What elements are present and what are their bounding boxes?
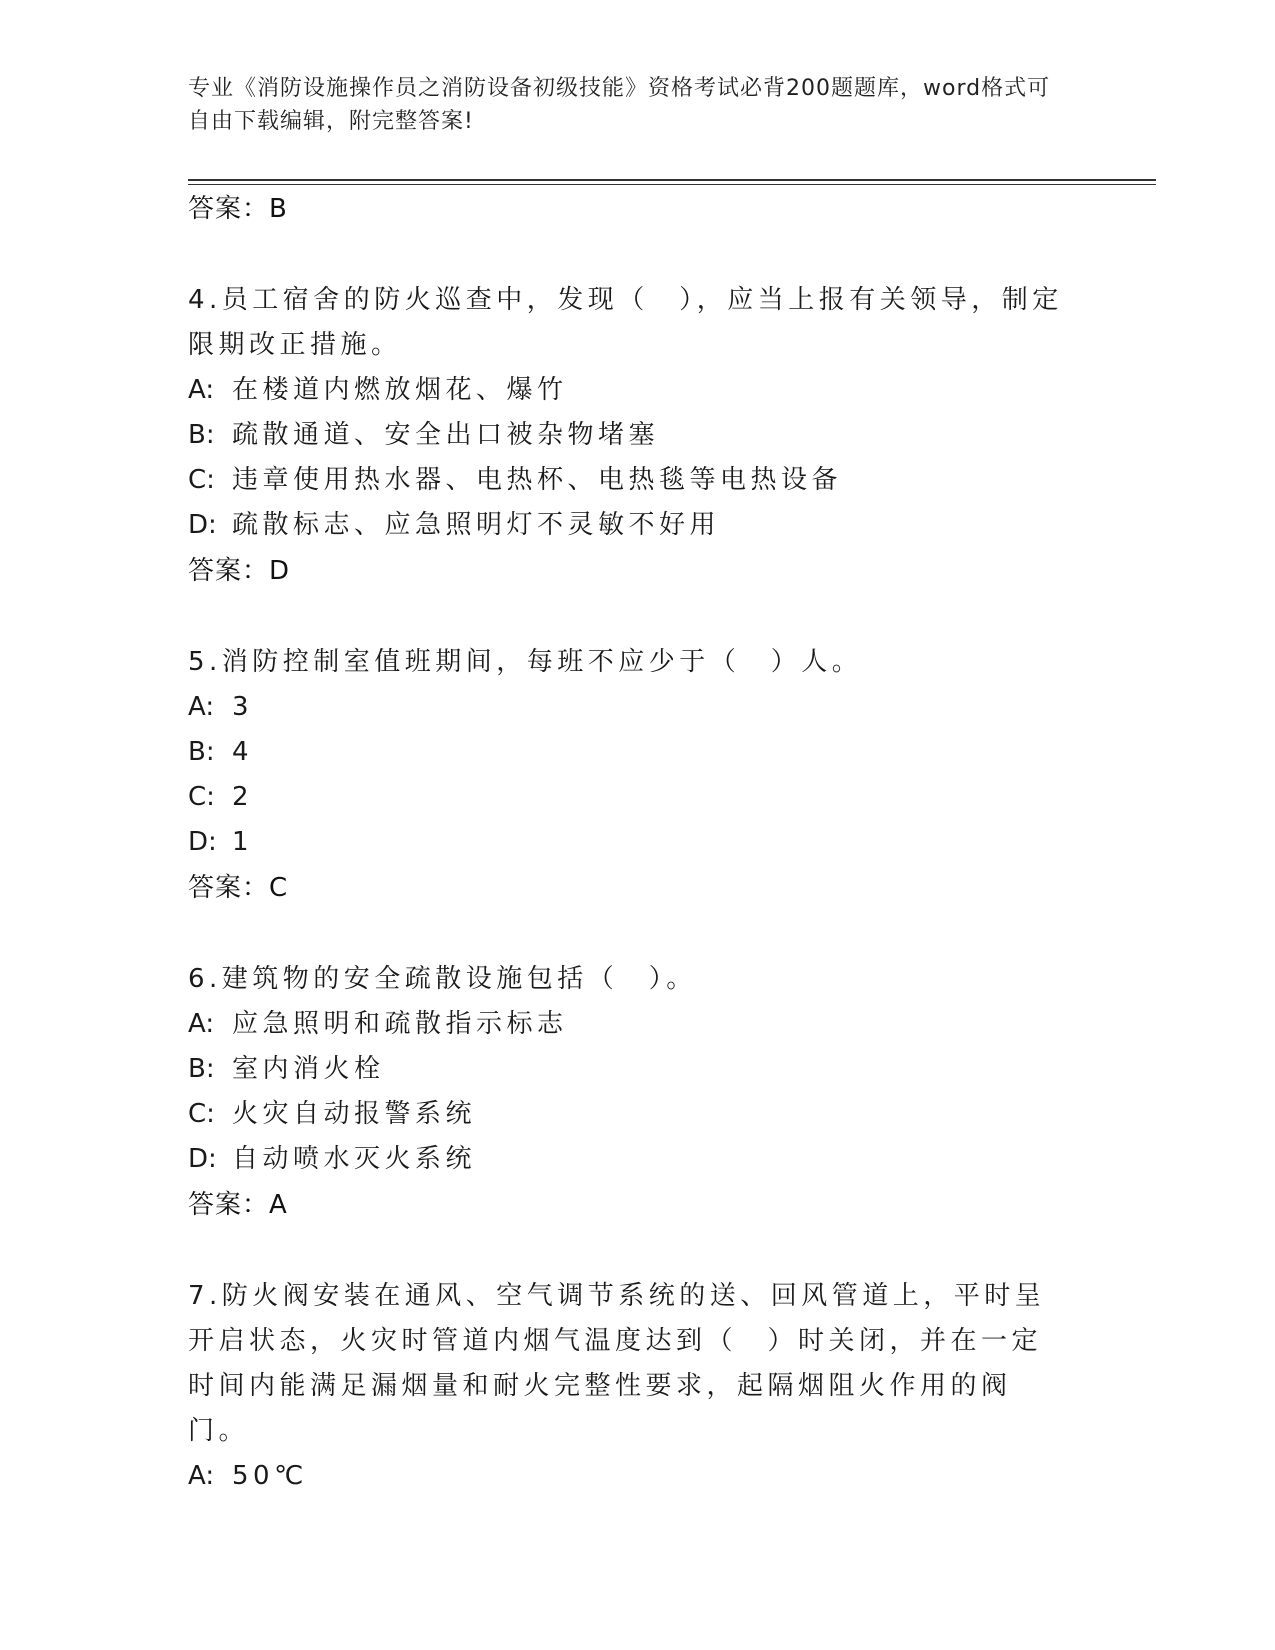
- option-letter: C:: [188, 1099, 215, 1129]
- option-letter: C:: [188, 465, 215, 495]
- option-text: 火灾自动报警系统: [232, 1099, 477, 1129]
- question-item: [188, 640, 1068, 911]
- option-text: 1: [232, 827, 254, 857]
- option-d: [188, 503, 1068, 548]
- option-text: 3: [232, 692, 254, 722]
- option-text: 2: [232, 782, 254, 812]
- option-text: 疏散标志、应急照明灯不灵敏不好用: [232, 510, 721, 540]
- question-text: 4.员工宿舍的防火巡查中，发现（ ），应当上报有关领导，制定限期改正措施。: [188, 285, 1063, 360]
- previous-answer: 答案：B: [188, 194, 288, 224]
- option-text: 4: [232, 737, 254, 767]
- option-letter: D:: [188, 827, 217, 857]
- option-d: [188, 820, 1068, 865]
- option-text: 应急照明和疏散指示标志: [232, 1009, 568, 1039]
- question-list: [188, 186, 1068, 1499]
- option-a: [188, 1454, 1068, 1499]
- option-letter: A:: [188, 1009, 215, 1039]
- option-text: 违章使用热水器、电热杯、电热毯等电热设备: [232, 465, 843, 495]
- question-text: 7.防火阀安装在通风、空气调节系统的送、回风管道上，平时呈开启状态，火灾时管道内烟气温度达到（ ）时关闭，并在一定时间内能满足漏烟量和耐火完整性要求，起隔烟阻火作用的阀门。: [188, 1281, 1046, 1446]
- question-answer: 答案：A: [188, 1190, 288, 1220]
- question-item: [188, 1274, 1068, 1499]
- option-letter: A:: [188, 375, 215, 405]
- question-item: [188, 957, 1068, 1228]
- option-c: [188, 775, 1068, 820]
- option-b: [188, 1047, 1068, 1092]
- option-text: 在楼道内燃放烟花、爆竹: [232, 375, 568, 405]
- header-divider-thin: [188, 184, 1156, 185]
- question-item: [188, 278, 1068, 594]
- option-a: [188, 685, 1068, 730]
- option-b: [188, 413, 1068, 458]
- option-a: [188, 368, 1068, 413]
- option-c: [188, 1092, 1068, 1137]
- question-answer: 答案：C: [188, 873, 289, 903]
- option-letter: B:: [188, 420, 215, 450]
- option-letter: B:: [188, 737, 215, 767]
- option-letter: D:: [188, 1144, 217, 1174]
- question-answer: 答案：D: [188, 556, 291, 586]
- option-letter: A:: [188, 692, 215, 722]
- option-letter: A:: [188, 1461, 215, 1491]
- option-letter: C:: [188, 782, 215, 812]
- option-letter: B:: [188, 1054, 215, 1084]
- question-text: 6.建筑物的安全疏散设施包括（ ）。: [188, 964, 697, 994]
- option-text: 自动喷水灭火系统: [232, 1144, 477, 1174]
- option-d: [188, 1137, 1068, 1182]
- option-a: [188, 1002, 1068, 1047]
- header-divider: [188, 179, 1156, 181]
- option-c: [188, 458, 1068, 503]
- question-text: 5.消防控制室值班期间，每班不应少于（ ）人。: [188, 647, 863, 677]
- document-header: 专业《消防设施操作员之消防设备初级技能》资格考试必背200题题库，word格式可自由下载编辑，附完整答案!: [188, 76, 1051, 134]
- option-b: [188, 730, 1068, 775]
- option-text: 室内消火栓: [232, 1054, 385, 1084]
- option-text: 50℃: [232, 1461, 308, 1491]
- option-text: 疏散通道、安全出口被杂物堵塞: [232, 420, 660, 450]
- option-letter: D:: [188, 510, 217, 540]
